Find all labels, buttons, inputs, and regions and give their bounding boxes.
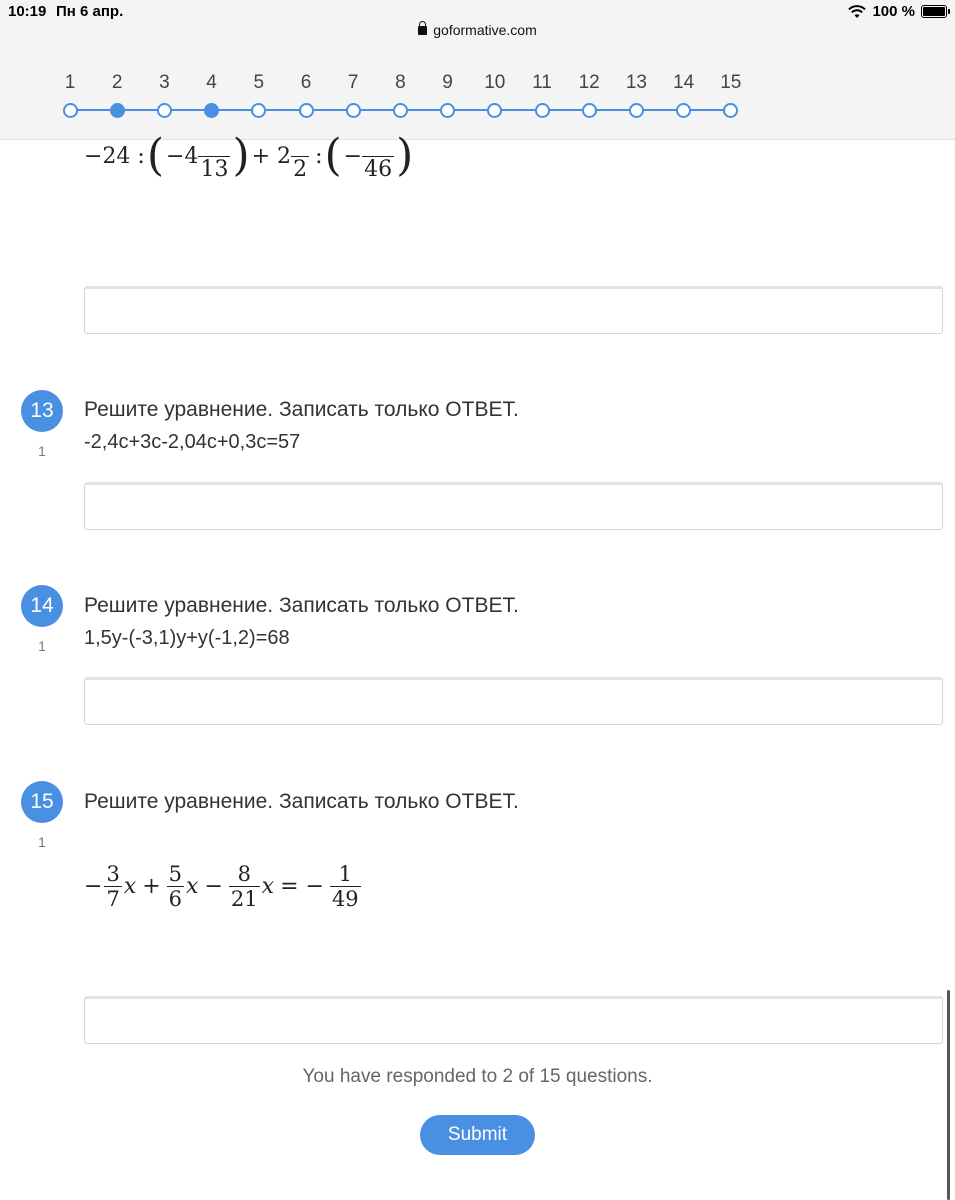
- question-points: 1: [38, 834, 46, 850]
- unanswered-dot[interactable]: [393, 103, 408, 118]
- answer-input-q15[interactable]: [84, 996, 943, 1044]
- question-nav-item-8[interactable]: [380, 70, 420, 118]
- fraction: $\frac{5}{6}$: [168, 862, 183, 912]
- question-nav-item-14[interactable]: [664, 70, 704, 118]
- fraction: 2: [291, 130, 309, 182]
- unanswered-dot[interactable]: [487, 103, 502, 118]
- unanswered-dot[interactable]: [582, 103, 597, 118]
- status-bar: [0, 0, 955, 46]
- battery-percent: 100 %: [872, 3, 915, 20]
- question-nav-number: 4: [206, 72, 217, 93]
- question-nav-number: 12: [578, 72, 600, 93]
- submit-button[interactable]: Submit: [420, 1115, 535, 1155]
- answered-dot[interactable]: [204, 103, 219, 118]
- question-title: Решите уравнение. Записать только ОТВЕТ.: [84, 594, 519, 617]
- unanswered-dot[interactable]: [676, 103, 691, 118]
- question-nav-number: 15: [720, 72, 742, 93]
- status-indicators: [848, 3, 947, 20]
- scrollbar[interactable]: [947, 990, 950, 1200]
- fraction: $\frac{1}{49}$: [331, 862, 359, 912]
- question-nav-number: 14: [673, 72, 695, 93]
- question-title: Решите уравнение. Записать только ОТВЕТ.: [84, 790, 519, 813]
- unanswered-dot[interactable]: [63, 103, 78, 118]
- battery-icon: [921, 5, 947, 18]
- address-bar[interactable]: [0, 22, 955, 38]
- question-nav-number: 2: [111, 72, 123, 93]
- question-nav-number: 5: [253, 72, 265, 93]
- answer-input-q12[interactable]: [84, 286, 943, 334]
- question-nav-item-5[interactable]: [239, 70, 279, 118]
- question-number-badge: 13: [21, 390, 63, 432]
- question-nav-number: 11: [532, 72, 552, 93]
- date: Пн 6 апр.: [56, 3, 124, 20]
- question-navigator: [0, 46, 955, 140]
- question-12-expression: −24 : ( −4 13 ) + 2 2 : ( − 46 ): [84, 130, 414, 182]
- answer-input-q14[interactable]: [84, 677, 943, 725]
- unanswered-dot[interactable]: [440, 103, 455, 118]
- question-nav-item-3[interactable]: [144, 70, 184, 118]
- question-nav-item-13[interactable]: [616, 70, 656, 118]
- question-equation: 1,5y-(-3,1)y+y(-1,2)=68: [84, 627, 290, 649]
- question-equation: -2,4c+3c-2,04c+0,3c=57: [84, 431, 301, 453]
- lock-icon: [418, 26, 427, 35]
- question-15-equation: − $\frac{3}{7}$ x + $\frac{5}{6}$ x − $\frac{8}{21}$ x = − $\frac{1}{49}$: [84, 862, 359, 912]
- question-nav-number: 6: [300, 72, 312, 93]
- clock: 10:19: [8, 3, 47, 20]
- question-nav-item-4[interactable]: [192, 70, 232, 118]
- question-nav-item-6[interactable]: [286, 70, 326, 118]
- question-nav-number: 9: [442, 72, 453, 93]
- question-nav-item-1[interactable]: [50, 70, 90, 118]
- question-nav-item-2[interactable]: [97, 70, 137, 118]
- question-nav-item-15[interactable]: [711, 70, 751, 118]
- question-number-badge: 14: [21, 585, 63, 627]
- question-nav-item-10[interactable]: [475, 70, 515, 118]
- question-nav-item-7[interactable]: [333, 70, 373, 118]
- responded-status: You have responded to 2 of 15 questions.: [302, 1066, 653, 1087]
- unanswered-dot[interactable]: [535, 103, 550, 118]
- question-title: Решите уравнение. Записать только ОТВЕТ.: [84, 398, 519, 421]
- fraction: $\frac{8}{21}$: [230, 862, 258, 912]
- unanswered-dot[interactable]: [346, 103, 361, 118]
- question-nav-item-11[interactable]: [522, 70, 562, 118]
- unanswered-dot[interactable]: [299, 103, 314, 118]
- question-points: 1: [38, 638, 46, 654]
- fraction: 46: [362, 130, 394, 182]
- question-nav-number: 13: [625, 72, 647, 93]
- unanswered-dot[interactable]: [251, 103, 266, 118]
- answered-dot[interactable]: [110, 103, 125, 118]
- question-nav-number: 3: [159, 72, 170, 93]
- fraction: 13: [198, 130, 230, 182]
- question-nav-item-12[interactable]: [569, 70, 609, 118]
- question-number-badge: 15: [21, 781, 63, 823]
- url-text: goformative.com: [433, 22, 537, 38]
- unanswered-dot[interactable]: [723, 103, 738, 118]
- question-nav-number: 1: [64, 72, 76, 93]
- wifi-icon: [848, 5, 866, 19]
- question-points: 1: [38, 443, 46, 459]
- question-nav-item-9[interactable]: [428, 70, 468, 118]
- unanswered-dot[interactable]: [629, 103, 644, 118]
- question-nav-number: 7: [347, 72, 359, 93]
- question-nav-number: 8: [395, 72, 406, 93]
- unanswered-dot[interactable]: [157, 103, 172, 118]
- fraction: $\frac{3}{7}$: [106, 862, 120, 912]
- answer-input-q13[interactable]: [84, 482, 943, 530]
- question-nav-number: 10: [484, 72, 506, 93]
